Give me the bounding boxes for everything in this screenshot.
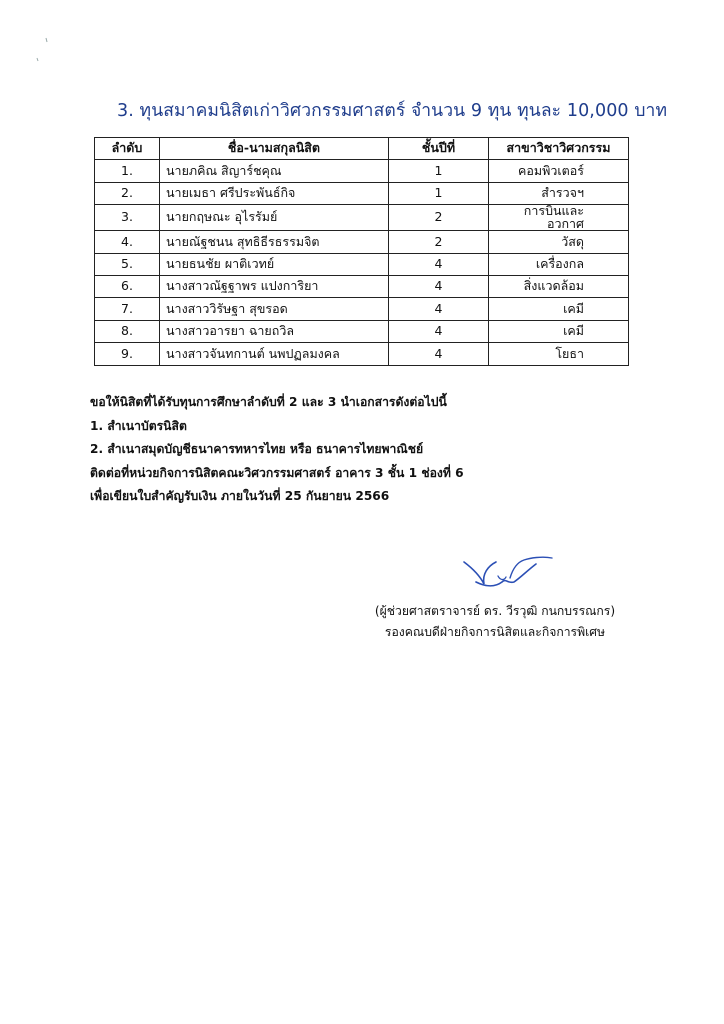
cell-no: 6. — [95, 275, 160, 297]
table-header-row — [95, 138, 629, 160]
cell-year: 1 — [389, 160, 489, 182]
cell-major: โยธา — [489, 343, 629, 365]
table-row — [95, 182, 629, 204]
column-header-name: ชื่อ-นามสกุลนิสิต — [160, 138, 389, 160]
instructions-deadline: เพื่อเขียนใบสำคัญรับเงิน ภายในวันที่ 25 กันยายน 2566 — [90, 489, 390, 503]
table-row — [95, 275, 629, 297]
instructions-item-2: 2. สำเนาสมุดบัญชีธนาคารทหารไทย หรือ ธนาคารไทยพาณิชย์ — [90, 442, 424, 456]
table-row — [95, 160, 629, 182]
table-row — [95, 343, 629, 365]
cell-year: 4 — [389, 253, 489, 275]
signatory-block — [360, 601, 630, 643]
handwritten-signature — [458, 548, 558, 598]
table-row — [95, 253, 629, 275]
cell-name: นางสาวณัฐฐาพร แปงการิยา — [160, 275, 389, 297]
cell-major: การบินและอวกาศ — [489, 205, 629, 231]
cell-year: 4 — [389, 320, 489, 342]
cell-no: 1. — [95, 160, 160, 182]
table-row — [95, 298, 629, 320]
cell-name: นายธนชัย ผาติเวทย์ — [160, 253, 389, 275]
cell-major: สำรวจฯ — [489, 182, 629, 204]
column-header-major: สาขาวิชาวิศวกรรม — [489, 138, 629, 160]
instructions-intro: ขอให้นิสิตที่ได้รับทุนการศึกษาลำดับที่ 2 และ 3 นำเอกสารดังต่อไปนี้ — [90, 395, 447, 409]
signatory-name: (ผู้ช่วยศาสตราจารย์ ดร. วีรวุฒิ กนกบรรณกร) — [374, 604, 616, 618]
cell-name: นายกฤษณะ อุไรรัมย์ — [160, 205, 389, 231]
column-header-no: ลำดับ — [95, 138, 160, 160]
cell-name: นางสาววิรัษฐา สุขรอด — [160, 298, 389, 320]
cell-no: 3. — [95, 205, 160, 231]
cell-name: นายเมธา ศรีประพันธ์กิจ — [160, 182, 389, 204]
cell-name: นายภคิณ สิญาร์ชคุณ — [160, 160, 389, 182]
cell-major: วัสดุ — [489, 231, 629, 253]
cell-year: 1 — [389, 182, 489, 204]
cell-major: เคมี — [489, 320, 629, 342]
scholarship-table — [94, 137, 629, 366]
table-row — [95, 231, 629, 253]
cell-major: สิ่งแวดล้อม — [489, 275, 629, 297]
cell-major: เครื่องกล — [489, 253, 629, 275]
table-row — [95, 320, 629, 342]
cell-year: 4 — [389, 275, 489, 297]
cell-year: 2 — [389, 231, 489, 253]
cell-major: เคมี — [489, 298, 629, 320]
page-heading: 3. ทุนสมาคมนิสิตเก่าวิศวกรรมศาสตร์ จำนวน 9 ทุน ทุนละ 10,000 บาท — [117, 101, 668, 121]
cell-name: นางสาวอารยา ฉายถวิล — [160, 320, 389, 342]
cell-no: 5. — [95, 253, 160, 275]
cell-major: คอมพิวเตอร์ — [489, 160, 629, 182]
cell-year: 4 — [389, 298, 489, 320]
table-row — [95, 205, 629, 231]
instructions-item-1: 1. สำเนาบัตรนิสิต — [90, 418, 187, 433]
instructions-block — [90, 391, 650, 509]
cell-year: 2 — [389, 205, 489, 231]
cell-no: 9. — [95, 343, 160, 365]
cell-name: นายณัฐชนน สุทธิธีรธรรมจิต — [160, 231, 389, 253]
cell-no: 8. — [95, 320, 160, 342]
cell-no: 2. — [95, 182, 160, 204]
cell-name: นางสาวจันทกานต์ นพปฏลมงคล — [160, 343, 389, 365]
cell-no: 4. — [95, 231, 160, 253]
cell-no: 7. — [95, 298, 160, 320]
column-header-year: ชั้นปีที่ — [389, 138, 489, 160]
cell-year: 4 — [389, 343, 489, 365]
instructions-contact: ติดต่อที่หน่วยกิจการนิสิตคณะวิศวกรรมศาสตร์ อาคาร 3 ชั้น 1 ช่องที่ 6 — [90, 465, 464, 480]
signatory-position: รองคณบดีฝ่ายกิจการนิสิตและกิจการพิเศษ — [384, 625, 606, 639]
